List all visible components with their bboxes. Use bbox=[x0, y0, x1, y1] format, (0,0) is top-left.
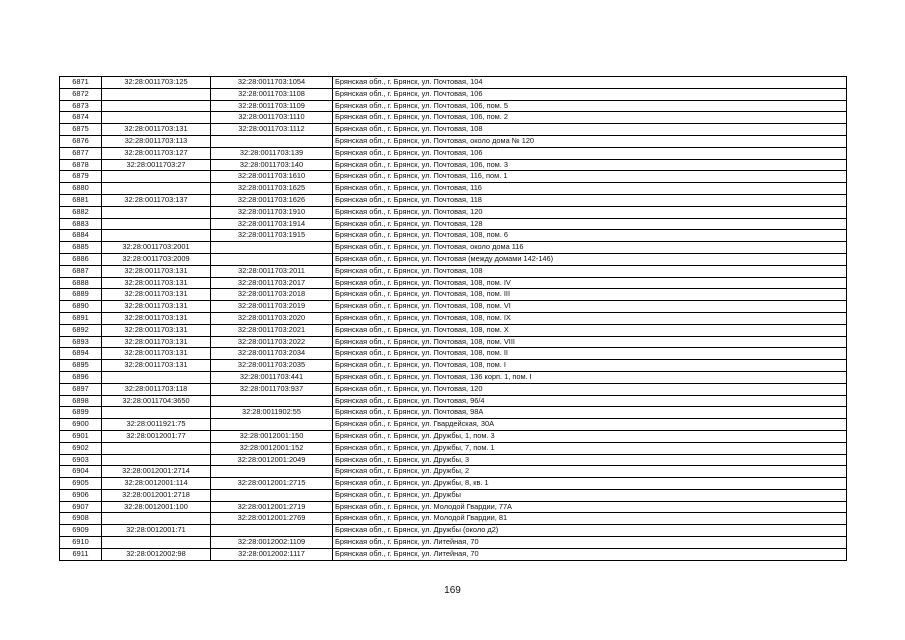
object-number-cell: 32:28:0011902:55 bbox=[211, 407, 333, 419]
address-cell: Брянская обл., г. Брянск, ул. Почтовая, 136 корп. 1, пом. I bbox=[333, 371, 847, 383]
address-cell: Брянская обл., г. Брянск, ул. Дружбы (около д2) bbox=[333, 525, 847, 537]
parcel-number-cell: 32:28:0012001:2718 bbox=[102, 489, 211, 501]
address-cell: Брянская обл., г. Брянск, ул. Почтовая, 108, пом. I bbox=[333, 360, 847, 372]
object-number-cell bbox=[211, 135, 333, 147]
object-number-cell: 32:28:0011703:2021 bbox=[211, 324, 333, 336]
object-number-cell: 32:28:0011703:2022 bbox=[211, 336, 333, 348]
row-number-cell: 6887 bbox=[60, 265, 102, 277]
address-cell: Брянская обл., г. Брянск, ул. Почтовая (между домами 142-146) bbox=[333, 253, 847, 265]
parcel-number-cell bbox=[102, 88, 211, 100]
address-cell: Брянская обл., г. Брянск, ул. Дружбы, 7, пом. 1 bbox=[333, 442, 847, 454]
object-number-cell: 32:28:0012001:2049 bbox=[211, 454, 333, 466]
address-cell: Брянская обл., г. Брянск, ул. Почтовая, 108 bbox=[333, 124, 847, 136]
row-number-cell: 6875 bbox=[60, 124, 102, 136]
object-number-cell: 32:28:0012002:1117 bbox=[211, 548, 333, 560]
table-row bbox=[60, 324, 847, 336]
row-number-cell: 6903 bbox=[60, 454, 102, 466]
object-number-cell: 32:28:0011703:1610 bbox=[211, 171, 333, 183]
parcel-number-cell: 32:28:0011703:113 bbox=[102, 135, 211, 147]
address-cell: Брянская обл., г. Брянск, ул. Дружбы, 1, пом. 3 bbox=[333, 430, 847, 442]
row-number-cell: 6891 bbox=[60, 312, 102, 324]
table-row bbox=[60, 265, 847, 277]
row-number-cell: 6880 bbox=[60, 183, 102, 195]
table-row bbox=[60, 383, 847, 395]
table-row bbox=[60, 336, 847, 348]
page-number: 169 bbox=[444, 585, 461, 596]
object-number-cell: 32:28:0011703:1054 bbox=[211, 77, 333, 89]
parcel-number-cell: 32:28:0012001:100 bbox=[102, 501, 211, 513]
table-row bbox=[60, 371, 847, 383]
table-row bbox=[60, 466, 847, 478]
table-row bbox=[60, 348, 847, 360]
row-number-cell: 6898 bbox=[60, 395, 102, 407]
parcel-number-cell bbox=[102, 230, 211, 242]
row-number-cell: 6906 bbox=[60, 489, 102, 501]
row-number-cell: 6902 bbox=[60, 442, 102, 454]
parcel-number-cell: 32:28:0011703:131 bbox=[102, 312, 211, 324]
object-number-cell: 32:28:0012001:150 bbox=[211, 430, 333, 442]
address-cell: Брянская обл., г. Брянск, ул. Почтовая, 106, пом. 5 bbox=[333, 100, 847, 112]
row-number-cell: 6872 bbox=[60, 88, 102, 100]
table-row bbox=[60, 395, 847, 407]
parcel-number-cell bbox=[102, 206, 211, 218]
row-number-cell: 6881 bbox=[60, 194, 102, 206]
parcel-number-cell: 32:28:0011703:137 bbox=[102, 194, 211, 206]
address-cell: Брянская обл., г. Брянск, ул. Почтовая, 128 bbox=[333, 218, 847, 230]
parcel-number-cell: 32:28:0011703:131 bbox=[102, 360, 211, 372]
object-number-cell: 32:28:0011703:1112 bbox=[211, 124, 333, 136]
parcel-number-cell bbox=[102, 171, 211, 183]
parcel-number-cell: 32:28:0012002:98 bbox=[102, 548, 211, 560]
parcel-number-cell: 32:28:0011703:125 bbox=[102, 77, 211, 89]
table-row bbox=[60, 430, 847, 442]
object-number-cell bbox=[211, 253, 333, 265]
address-cell: Брянская обл., г. Брянск, ул. Почтовая, 96/4 bbox=[333, 395, 847, 407]
row-number-cell: 6907 bbox=[60, 501, 102, 513]
address-cell: Брянская обл., г. Брянск, ул. Почтовая, 116, пом. 1 bbox=[333, 171, 847, 183]
object-number-cell: 32:28:0011703:2011 bbox=[211, 265, 333, 277]
address-cell: Брянская обл., г. Брянск, ул. Почтовая, 108 bbox=[333, 265, 847, 277]
object-number-cell: 32:28:0011703:2017 bbox=[211, 277, 333, 289]
table-row bbox=[60, 171, 847, 183]
row-number-cell: 6899 bbox=[60, 407, 102, 419]
row-number-cell: 6877 bbox=[60, 147, 102, 159]
address-cell: Брянская обл., г. Брянск, ул. Дружбы, 3 bbox=[333, 454, 847, 466]
parcel-number-cell: 32:28:0011703:2001 bbox=[102, 242, 211, 254]
table-row bbox=[60, 289, 847, 301]
parcel-number-cell: 32:28:0011703:131 bbox=[102, 348, 211, 360]
parcel-number-cell: 32:28:0012001:71 bbox=[102, 525, 211, 537]
object-number-cell: 32:28:0011703:2035 bbox=[211, 360, 333, 372]
address-cell: Брянская обл., г. Брянск, ул. Дружбы, 2 bbox=[333, 466, 847, 478]
parcel-number-cell: 32:28:0011703:2009 bbox=[102, 253, 211, 265]
object-number-cell bbox=[211, 525, 333, 537]
parcel-number-cell bbox=[102, 100, 211, 112]
parcel-number-cell: 32:28:0011703:131 bbox=[102, 124, 211, 136]
row-number-cell: 6904 bbox=[60, 466, 102, 478]
object-number-cell: 32:28:0012001:2769 bbox=[211, 513, 333, 525]
row-number-cell: 6901 bbox=[60, 430, 102, 442]
row-number-cell: 6885 bbox=[60, 242, 102, 254]
row-number-cell: 6878 bbox=[60, 159, 102, 171]
address-cell: Брянская обл., г. Брянск, ул. Почтовая, около дома № 120 bbox=[333, 135, 847, 147]
parcel-number-cell: 32:28:0011703:27 bbox=[102, 159, 211, 171]
address-cell: Брянская обл., г. Брянск, ул. Молодой Гвардии, 81 bbox=[333, 513, 847, 525]
parcel-number-cell: 32:28:0012001:77 bbox=[102, 430, 211, 442]
row-number-cell: 6893 bbox=[60, 336, 102, 348]
row-number-cell: 6890 bbox=[60, 301, 102, 313]
object-number-cell: 32:28:0011703:2019 bbox=[211, 301, 333, 313]
row-number-cell: 6897 bbox=[60, 383, 102, 395]
object-number-cell: 32:28:0011703:140 bbox=[211, 159, 333, 171]
address-cell: Брянская обл., г. Брянск, ул. Почтовая, 106 bbox=[333, 88, 847, 100]
row-number-cell: 6888 bbox=[60, 277, 102, 289]
address-cell: Брянская обл., г. Брянск, ул. Почтовая, 98А bbox=[333, 407, 847, 419]
object-number-cell bbox=[211, 489, 333, 501]
table-row bbox=[60, 513, 847, 525]
table-row bbox=[60, 159, 847, 171]
object-number-cell bbox=[211, 419, 333, 431]
row-number-cell: 6894 bbox=[60, 348, 102, 360]
address-cell: Брянская обл., г. Брянск, ул. Почтовая, 116 bbox=[333, 183, 847, 195]
registry-table-body bbox=[60, 77, 847, 561]
table-row bbox=[60, 135, 847, 147]
table-row bbox=[60, 419, 847, 431]
address-cell: Брянская обл., г. Брянск, ул. Почтовая, 108, пом. II bbox=[333, 348, 847, 360]
parcel-number-cell bbox=[102, 442, 211, 454]
row-number-cell: 6876 bbox=[60, 135, 102, 147]
table-row bbox=[60, 242, 847, 254]
row-number-cell: 6911 bbox=[60, 548, 102, 560]
row-number-cell: 6874 bbox=[60, 112, 102, 124]
address-cell: Брянская обл., г. Брянск, ул. Молодой Гвардии, 77А bbox=[333, 501, 847, 513]
parcel-number-cell: 32:28:0011703:118 bbox=[102, 383, 211, 395]
row-number-cell: 6896 bbox=[60, 371, 102, 383]
object-number-cell: 32:28:0011703:139 bbox=[211, 147, 333, 159]
object-number-cell: 32:28:0012002:1109 bbox=[211, 537, 333, 549]
table-row bbox=[60, 147, 847, 159]
object-number-cell: 32:28:0011703:1915 bbox=[211, 230, 333, 242]
table-row bbox=[60, 194, 847, 206]
table-row bbox=[60, 230, 847, 242]
object-number-cell bbox=[211, 466, 333, 478]
parcel-number-cell bbox=[102, 183, 211, 195]
object-number-cell: 32:28:0011703:441 bbox=[211, 371, 333, 383]
row-number-cell: 6909 bbox=[60, 525, 102, 537]
parcel-number-cell: 32:28:0011703:131 bbox=[102, 324, 211, 336]
table-row bbox=[60, 489, 847, 501]
parcel-number-cell bbox=[102, 407, 211, 419]
row-number-cell: 6886 bbox=[60, 253, 102, 265]
address-cell: Брянская обл., г. Брянск, ул. Почтовая, 120 bbox=[333, 383, 847, 395]
parcel-number-cell: 32:28:0011703:127 bbox=[102, 147, 211, 159]
address-cell: Брянская обл., г. Брянск, ул. Дружбы, 8, кв. 1 bbox=[333, 478, 847, 490]
address-cell: Брянская обл., г. Брянск, ул. Почтовая, 106, пом. 3 bbox=[333, 159, 847, 171]
table-row bbox=[60, 525, 847, 537]
table-row bbox=[60, 206, 847, 218]
parcel-number-cell: 32:28:0011703:131 bbox=[102, 277, 211, 289]
row-number-cell: 6905 bbox=[60, 478, 102, 490]
table-row bbox=[60, 537, 847, 549]
address-cell: Брянская обл., г. Брянск, ул. Дружбы bbox=[333, 489, 847, 501]
row-number-cell: 6873 bbox=[60, 100, 102, 112]
object-number-cell: 32:28:0011703:1914 bbox=[211, 218, 333, 230]
row-number-cell: 6883 bbox=[60, 218, 102, 230]
table-row bbox=[60, 501, 847, 513]
parcel-number-cell: 32:28:0011703:131 bbox=[102, 265, 211, 277]
row-number-cell: 6900 bbox=[60, 419, 102, 431]
object-number-cell: 32:28:0011703:2018 bbox=[211, 289, 333, 301]
registry-table-container bbox=[59, 76, 846, 561]
row-number-cell: 6879 bbox=[60, 171, 102, 183]
parcel-number-cell bbox=[102, 513, 211, 525]
row-number-cell: 6871 bbox=[60, 77, 102, 89]
address-cell: Брянская обл., г. Брянск, ул. Почтовая, 108, пом. VIII bbox=[333, 336, 847, 348]
row-number-cell: 6910 bbox=[60, 537, 102, 549]
parcel-number-cell: 32:28:0011703:131 bbox=[102, 289, 211, 301]
parcel-number-cell: 32:28:0011921:75 bbox=[102, 419, 211, 431]
table-row bbox=[60, 218, 847, 230]
row-number-cell: 6908 bbox=[60, 513, 102, 525]
object-number-cell: 32:28:0011703:937 bbox=[211, 383, 333, 395]
object-number-cell: 32:28:0011703:2034 bbox=[211, 348, 333, 360]
table-row bbox=[60, 277, 847, 289]
table-row bbox=[60, 183, 847, 195]
table-row bbox=[60, 548, 847, 560]
table-row bbox=[60, 77, 847, 89]
parcel-number-cell: 32:28:0011704:3650 bbox=[102, 395, 211, 407]
parcel-number-cell: 32:28:0011703:131 bbox=[102, 301, 211, 313]
address-cell: Брянская обл., г. Брянск, ул. Почтовая, 108, пом. IV bbox=[333, 277, 847, 289]
object-number-cell: 32:28:0011703:1109 bbox=[211, 100, 333, 112]
address-cell: Брянская обл., г. Брянск, ул. Литейная, 70 bbox=[333, 548, 847, 560]
table-row bbox=[60, 407, 847, 419]
address-cell: Брянская обл., г. Брянск, ул. Гвардейская, 30А bbox=[333, 419, 847, 431]
row-number-cell: 6892 bbox=[60, 324, 102, 336]
object-number-cell: 32:28:0011703:1110 bbox=[211, 112, 333, 124]
table-row bbox=[60, 100, 847, 112]
row-number-cell: 6889 bbox=[60, 289, 102, 301]
object-number-cell: 32:28:0011703:1626 bbox=[211, 194, 333, 206]
address-cell: Брянская обл., г. Брянск, ул. Почтовая, 108, пом. IX bbox=[333, 312, 847, 324]
row-number-cell: 6895 bbox=[60, 360, 102, 372]
table-row bbox=[60, 124, 847, 136]
address-cell: Брянская обл., г. Брянск, ул. Почтовая, 108, пом. X bbox=[333, 324, 847, 336]
address-cell: Брянская обл., г. Брянск, ул. Почтовая, 118 bbox=[333, 194, 847, 206]
table-row bbox=[60, 360, 847, 372]
parcel-number-cell bbox=[102, 218, 211, 230]
object-number-cell: 32:28:0011703:2020 bbox=[211, 312, 333, 324]
table-row bbox=[60, 112, 847, 124]
parcel-number-cell bbox=[102, 454, 211, 466]
table-row bbox=[60, 442, 847, 454]
table-row bbox=[60, 312, 847, 324]
table-row bbox=[60, 253, 847, 265]
object-number-cell bbox=[211, 242, 333, 254]
parcel-number-cell bbox=[102, 371, 211, 383]
address-cell: Брянская обл., г. Брянск, ул. Почтовая, 108, пом. VI bbox=[333, 301, 847, 313]
parcel-number-cell bbox=[102, 112, 211, 124]
address-cell: Брянская обл., г. Брянск, ул. Почтовая, 106 bbox=[333, 147, 847, 159]
object-number-cell: 32:28:0012001:2719 bbox=[211, 501, 333, 513]
address-cell: Брянская обл., г. Брянск, ул. Литейная, 70 bbox=[333, 537, 847, 549]
table-row bbox=[60, 478, 847, 490]
object-number-cell: 32:28:0011703:1108 bbox=[211, 88, 333, 100]
address-cell: Брянская обл., г. Брянск, ул. Почтовая, 108, пом. 6 bbox=[333, 230, 847, 242]
parcel-number-cell: 32:28:0012001:114 bbox=[102, 478, 211, 490]
object-number-cell: 32:28:0011703:1625 bbox=[211, 183, 333, 195]
address-cell: Брянская обл., г. Брянск, ул. Почтовая, 106, пом. 2 bbox=[333, 112, 847, 124]
row-number-cell: 6882 bbox=[60, 206, 102, 218]
address-cell: Брянская обл., г. Брянск, ул. Почтовая, около дома 116 bbox=[333, 242, 847, 254]
parcel-number-cell bbox=[102, 537, 211, 549]
parcel-number-cell: 32:28:0012001:2714 bbox=[102, 466, 211, 478]
object-number-cell: 32:28:0011703:1910 bbox=[211, 206, 333, 218]
object-number-cell bbox=[211, 395, 333, 407]
registry-table bbox=[59, 76, 847, 561]
table-row bbox=[60, 88, 847, 100]
object-number-cell: 32:28:0012001:2715 bbox=[211, 478, 333, 490]
address-cell: Брянская обл., г. Брянск, ул. Почтовая, 104 bbox=[333, 77, 847, 89]
table-row bbox=[60, 454, 847, 466]
object-number-cell: 32:28:0012001:152 bbox=[211, 442, 333, 454]
row-number-cell: 6884 bbox=[60, 230, 102, 242]
address-cell: Брянская обл., г. Брянск, ул. Почтовая, 108, пом. III bbox=[333, 289, 847, 301]
parcel-number-cell: 32:28:0011703:131 bbox=[102, 336, 211, 348]
address-cell: Брянская обл., г. Брянск, ул. Почтовая, 120 bbox=[333, 206, 847, 218]
table-row bbox=[60, 301, 847, 313]
